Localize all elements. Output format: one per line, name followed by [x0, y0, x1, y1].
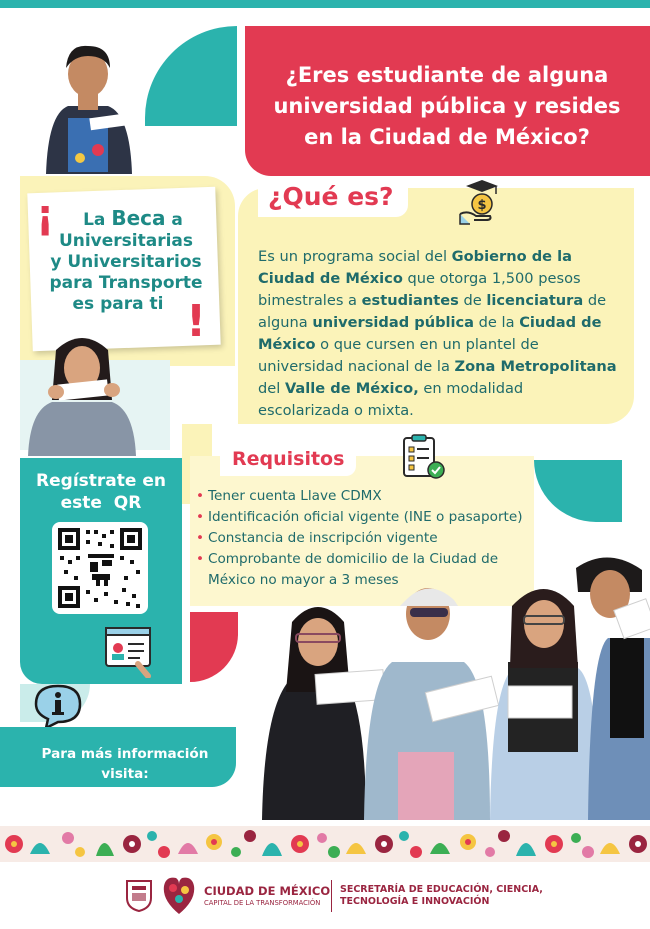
que-p8: en modalidad escolarizada o mixta. — [258, 380, 524, 419]
info-text — [20, 744, 230, 804]
title-line-2: universidad pública y resides — [273, 94, 621, 118]
svg-text:$: $ — [477, 198, 487, 213]
qr-code[interactable] — [56, 526, 144, 610]
deco-red-quarter-mid — [190, 612, 238, 682]
info-url-link[interactable]: www.sectei.cdmx.gob.mx — [27, 786, 223, 802]
footer-gov-name: CIUDAD DE MÉXICO — [204, 884, 331, 898]
list-item: • Constancia de inscripción vigente — [196, 528, 536, 549]
id-card-screen-icon — [104, 626, 156, 678]
floral-pattern — [0, 826, 650, 862]
info-label: Para más información visita: — [41, 746, 209, 782]
graduation-coin-icon — [456, 178, 504, 226]
cdmx-coat-of-arms-logo — [124, 878, 154, 912]
list-item: • Comprobante de domicilio de la Ciudad de México no mayor a 3 meses — [196, 549, 536, 591]
title-line-1: ¿Eres estudiante de alguna — [285, 63, 609, 87]
beca-line-5: es para ti — [72, 294, 164, 314]
que-b2: estudiantes — [361, 292, 459, 309]
que-p5: de la — [474, 314, 520, 331]
que-b4: universidad pública — [312, 314, 475, 331]
beca-line1-pre: La — [83, 210, 112, 230]
beca-line1-bold: Beca — [111, 206, 166, 230]
beca-line1-post: a — [165, 210, 183, 230]
page-title — [252, 60, 642, 153]
footer-secretaria: SECRETARÍA DE EDUCACIÓN, CIENCIA, TECNOLOGÍA E INNOVACIÓN — [340, 884, 543, 907]
que-b5: Ciudad de México — [258, 314, 602, 353]
top-accent-bar — [0, 0, 650, 8]
beca-line-3: y Universitarios — [50, 252, 202, 272]
que-b3: licenciatura — [486, 292, 584, 309]
registro-line-1: Regístrate en — [36, 471, 166, 491]
students-group-photo — [258, 552, 650, 820]
que-es-title: ¿Qué es? — [258, 178, 408, 217]
registro-line-2: este QR — [60, 493, 142, 513]
que-b6: Zona Metropolitana — [454, 358, 617, 375]
que-p7: del — [258, 380, 285, 397]
que-p2: que otorga 1,500 pesos bimestrales a — [258, 270, 581, 309]
beca-line-2: Universitarias — [58, 231, 194, 251]
deco-teal-quarter-top — [145, 26, 237, 126]
floral-pattern-strip — [0, 826, 650, 862]
beca-line-4: para Transporte — [49, 273, 203, 293]
beca-line-1 — [40, 208, 212, 231]
student-photo-top — [38, 34, 138, 174]
footer-gov-sub: CAPITAL DE LA TRANSFORMACIÓN — [204, 899, 321, 907]
checklist-icon — [400, 434, 446, 480]
info-bubble-icon — [32, 684, 84, 730]
beca-open-excl: ¡ — [36, 192, 55, 238]
registro-label — [26, 470, 176, 514]
title-line-3: en la Ciudad de México? — [304, 125, 590, 149]
que-b1: Gobierno de la Ciudad de México — [258, 248, 572, 287]
deco-teal-right-quarter — [534, 460, 622, 522]
student-photo-left — [26, 330, 138, 456]
que-b7: Valle de México, — [284, 380, 419, 397]
beca-close-excl: ! — [186, 296, 207, 347]
que-p4: de alguna — [258, 292, 607, 331]
cdmx-heart-logo — [160, 872, 198, 916]
que-es-description — [258, 246, 618, 422]
que-p3: de — [458, 292, 487, 309]
requisitos-title: Requisitos — [220, 444, 356, 476]
que-p1: Es un programa social del — [258, 248, 452, 265]
list-item: • Identificación oficial vigente (INE o pasaporte) — [196, 507, 536, 528]
footer-divider — [331, 880, 332, 912]
que-p6: o que cursen en un plantel de universidad nacional de la — [258, 336, 539, 375]
list-item: • Tener cuenta Llave CDMX — [196, 486, 536, 507]
